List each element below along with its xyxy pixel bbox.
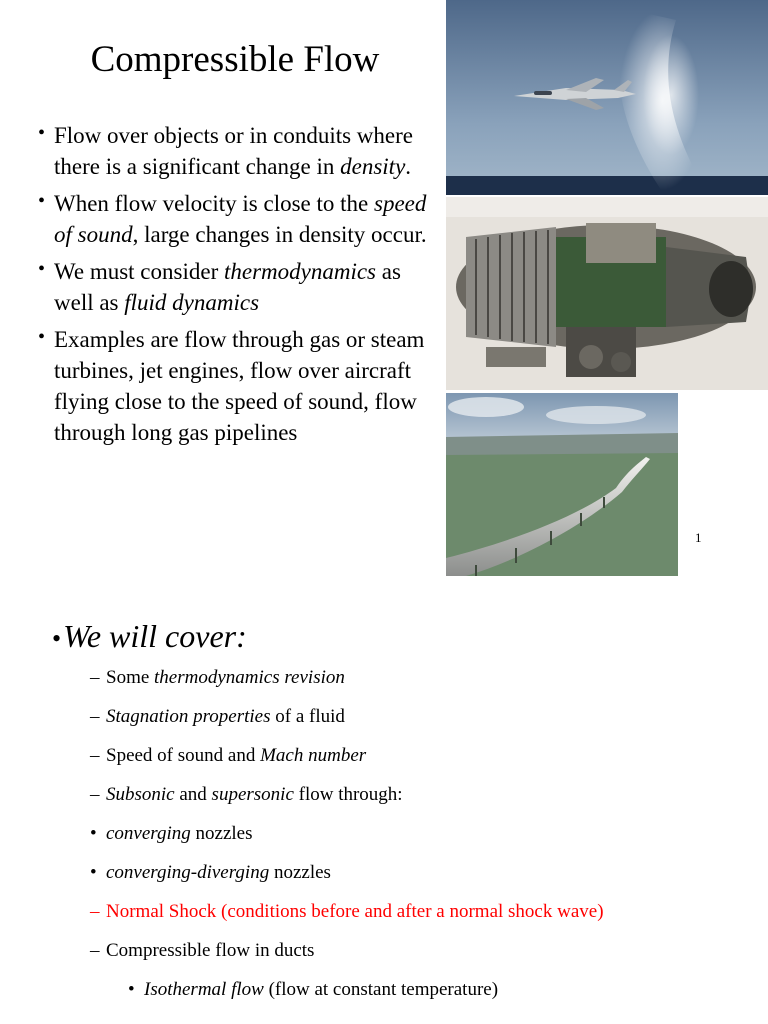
topic-marker: – [90,940,100,961]
topic-text: Mach number [260,745,367,766]
bullet-text: as well as [54,259,401,315]
bullet-text: speed of sound [54,191,427,247]
bullet-text: , large changes in density occur. [132,222,427,247]
bullet-marker: • [38,190,46,212]
topic-text: (flow at constant temperature) [263,979,499,1000]
topic-marker: • [90,862,97,883]
topic-marker: • [90,823,97,844]
bullet-item [36,256,446,318]
topic-marker: – [90,784,100,805]
topic-item [88,900,758,939]
bullet-text: fluid dynamics [124,290,260,315]
jet-engine-cutaway-photo [446,197,768,390]
bullet-text: density [340,154,406,179]
slide-title: Compressible Flow [90,39,380,80]
topic-item [88,861,758,900]
topic-text: Isothermal flow [144,979,264,1000]
topic-item [88,744,758,783]
topic-text: supersonic [211,784,294,805]
bullet-item [36,188,446,250]
slide-we-will-cover [0,592,768,1024]
topic-marker: – [90,901,100,922]
page-number: 1 [695,530,702,545]
bullet-marker: • [38,258,46,280]
topic-marker: – [90,706,100,727]
gas-pipeline-landscape-photo [446,393,678,576]
bullet-marker: • [38,122,46,144]
bullet-item [36,324,446,448]
topic-text: Stagnation properties [106,706,271,727]
cover-heading-text: We will cover: [63,618,247,654]
bullet-list [36,120,446,454]
topic-text: thermodynamics revision [154,667,345,688]
bullet-text: Examples are flow through gas or steam turbines, jet engines, flow over aircraft flying close to the speed of sound, flow through long gas pipelines [54,327,425,445]
topic-item [88,705,758,744]
topic-marker: – [90,667,100,688]
topic-text: converging [106,823,191,844]
topic-text: nozzles [269,862,331,883]
topic-item [88,783,758,822]
topic-item [88,822,758,861]
topic-marker: – [90,745,100,766]
topic-text: converging-diverging [106,862,270,883]
cover-heading [52,616,247,659]
topic-item [88,666,758,705]
topic-text: Speed of sound and [106,745,261,766]
bullet-text: We must consider [54,259,224,284]
topic-item [88,939,758,978]
topic-text: Normal Shock (conditions before and after a normal shock wave) [106,901,604,922]
topic-text: and [174,784,212,805]
fighter-jet-sonic-boom-photo [446,0,768,195]
topic-marker: • [128,979,135,1000]
topic-list [88,666,758,1017]
topic-text: Some [106,667,155,688]
bullet-text: Flow over objects or in conduits where there is a significant change in [54,123,413,179]
topic-text: nozzles [190,823,253,844]
topic-text: flow through: [293,784,403,805]
topic-item [88,978,758,1017]
bullet-item [36,120,446,182]
topic-text: Compressible flow in ducts [106,940,315,961]
bullet-text: When flow velocity is close to the [54,191,375,216]
heading-bullet: • [52,624,62,653]
bullet-text: . [405,154,412,179]
bullet-marker: • [38,326,46,348]
topic-text: Subsonic [106,784,175,805]
bullet-text: thermodynamics [223,259,377,284]
topic-text: of a fluid [270,706,345,727]
